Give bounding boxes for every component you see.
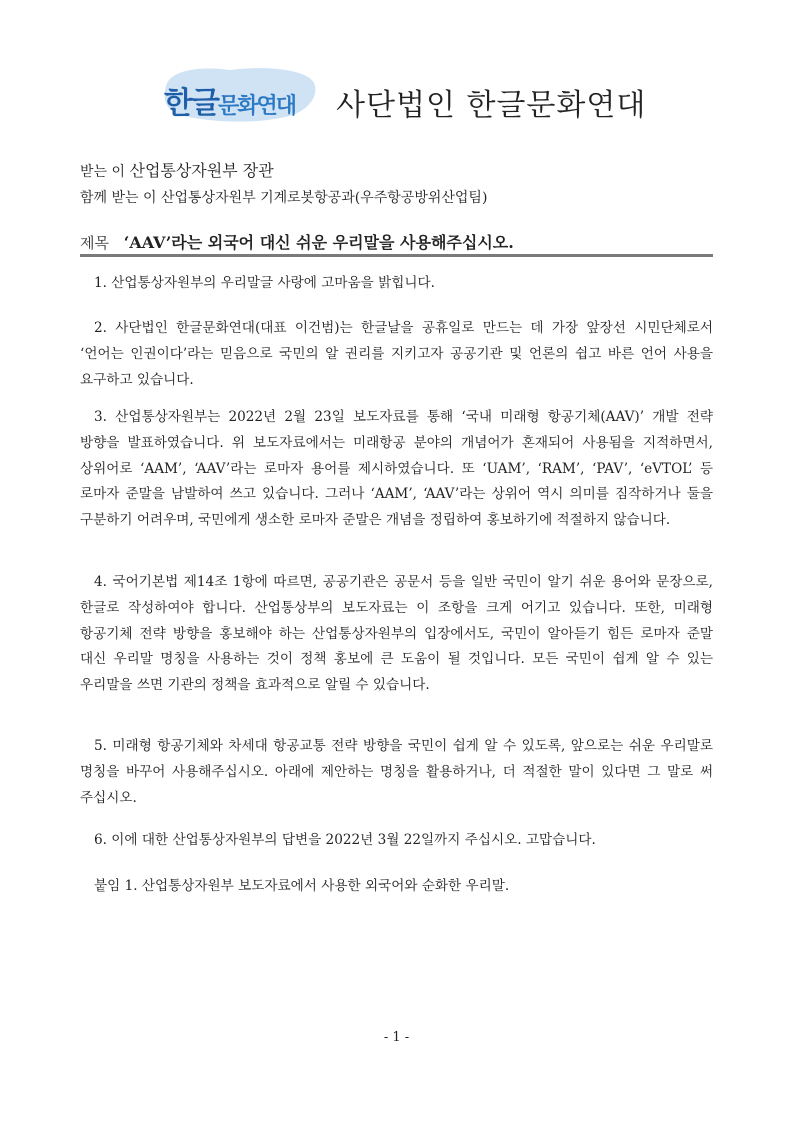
cc-value: 산업통상자원부 기계로봇항공과(우주항공방위산업팀) — [160, 190, 488, 206]
logo-text — [164, 78, 295, 122]
organization-name: 사단법인 한글문화연대 — [336, 88, 647, 123]
paragraph-4: 4. 국어기본법 제14조 1항에 따르면, 공공기관은 공문서 등을 일반 국민이 알기 쉬운 용어와 문장으로, 한글로 작성하여야 합니다. 산업통상부의 보도자료는 이 조항을 크게 어기고 있습니다. 또한, 미래형 항공기체 전략 방향을 홍보해야 하는 산업통상자원부의 입장에서도, 국민이 알아듣기 힘든 로마자 준말 대신 우리말 명칭을 사용하는 것이 정책 홍보에 큰 도움이 될 것입니다. 모든 국민이 쉽게 알 수 있는 우리말을 쓰면 기관의 정책을 효과적으로 알릴 수 있습니다. — [80, 574, 713, 694]
cc-line — [80, 185, 487, 211]
recipient-value: 산업통상자원부 장관 — [129, 161, 274, 180]
subject-divider — [80, 254, 713, 257]
page-number: - 1 - — [383, 1030, 410, 1045]
paragraph-5: 5. 미래형 항공기체와 차세대 항공교통 전략 방향을 국민이 쉽게 알 수 있도록, 앞으로는 쉬운 우리말로 명칭을 바꾸어 사용해주십시오. 아래에 제안하는 명칭을 활용하거나, 더 적절한 말이 있다면 그 말로 써 주십시오. — [80, 738, 713, 806]
paragraph-6: 6. 이에 대한 산업통상자원부의 답변을 2022년 3월 22일까지 주십시오. 고맙습니다. — [94, 832, 596, 848]
recipients-block — [80, 158, 487, 211]
paragraph-3: 3. 산업통상자원부는 2022년 2월 23일 보도자료를 통해 ‘국내 미래형 항공기체(AAV)’ 개발 전략 방향을 발표하였습니다. 위 보도자료에서는 미래항공 분야의 개념어가 혼재되어 사용됨을 지적하면서, 상위어로 ‘AAM’, ‘AAV’라는 로마자 용어를 제시하였습니다. 또 ‘UAM’, ‘RAM’, ‘PAV’, ‘eVTOL’ 등 로마자 준말을 남발하여 쓰고 있습니다. 그러나 ‘AAM’, ‘AAV’라는 상위어 역시 의미를 짐작하거나 둘을 구분하기 어려우며, 국민에게 생소한 로마자 준말은 개념을 정립하여 홍보하기에 적절하지 않습니다. — [80, 409, 713, 529]
subject-title: ‘AAV’라는 외국어 대신 쉬운 우리말을 사용해주십시오. — [123, 233, 514, 252]
paragraph-1: 1. 산업통상자원부의 우리말글 사랑에 고마움을 밝힙니다. — [94, 275, 435, 291]
paragraph-2: 2. 사단법인 한글문화연대(대표 이건범)는 한글날을 공휴일로 만드는 데 가장 앞장선 시민단체로서 ‘언어는 인권이다’라는 믿음으로 국민의 알 권리를 지키고자 공공기관 및 언론의 쉽고 바른 언어 사용을 요구하고 있습니다. — [80, 320, 713, 388]
cc-label: 함께 받는 이 — [80, 190, 157, 206]
letterhead — [160, 64, 793, 134]
logo-text-small: 문화연대 — [217, 94, 295, 119]
recipient-line — [80, 158, 487, 185]
attachment-note: 붙임 1. 산업통상자원부 보도자료에서 사용한 외국어와 순화한 우리말. — [94, 878, 510, 894]
organization-logo — [160, 64, 320, 124]
recipient-label: 받는 이 — [80, 164, 126, 180]
subject-label: 제목 — [80, 234, 109, 252]
logo-text-big: 한글 — [164, 86, 218, 121]
subject-line — [80, 230, 514, 253]
